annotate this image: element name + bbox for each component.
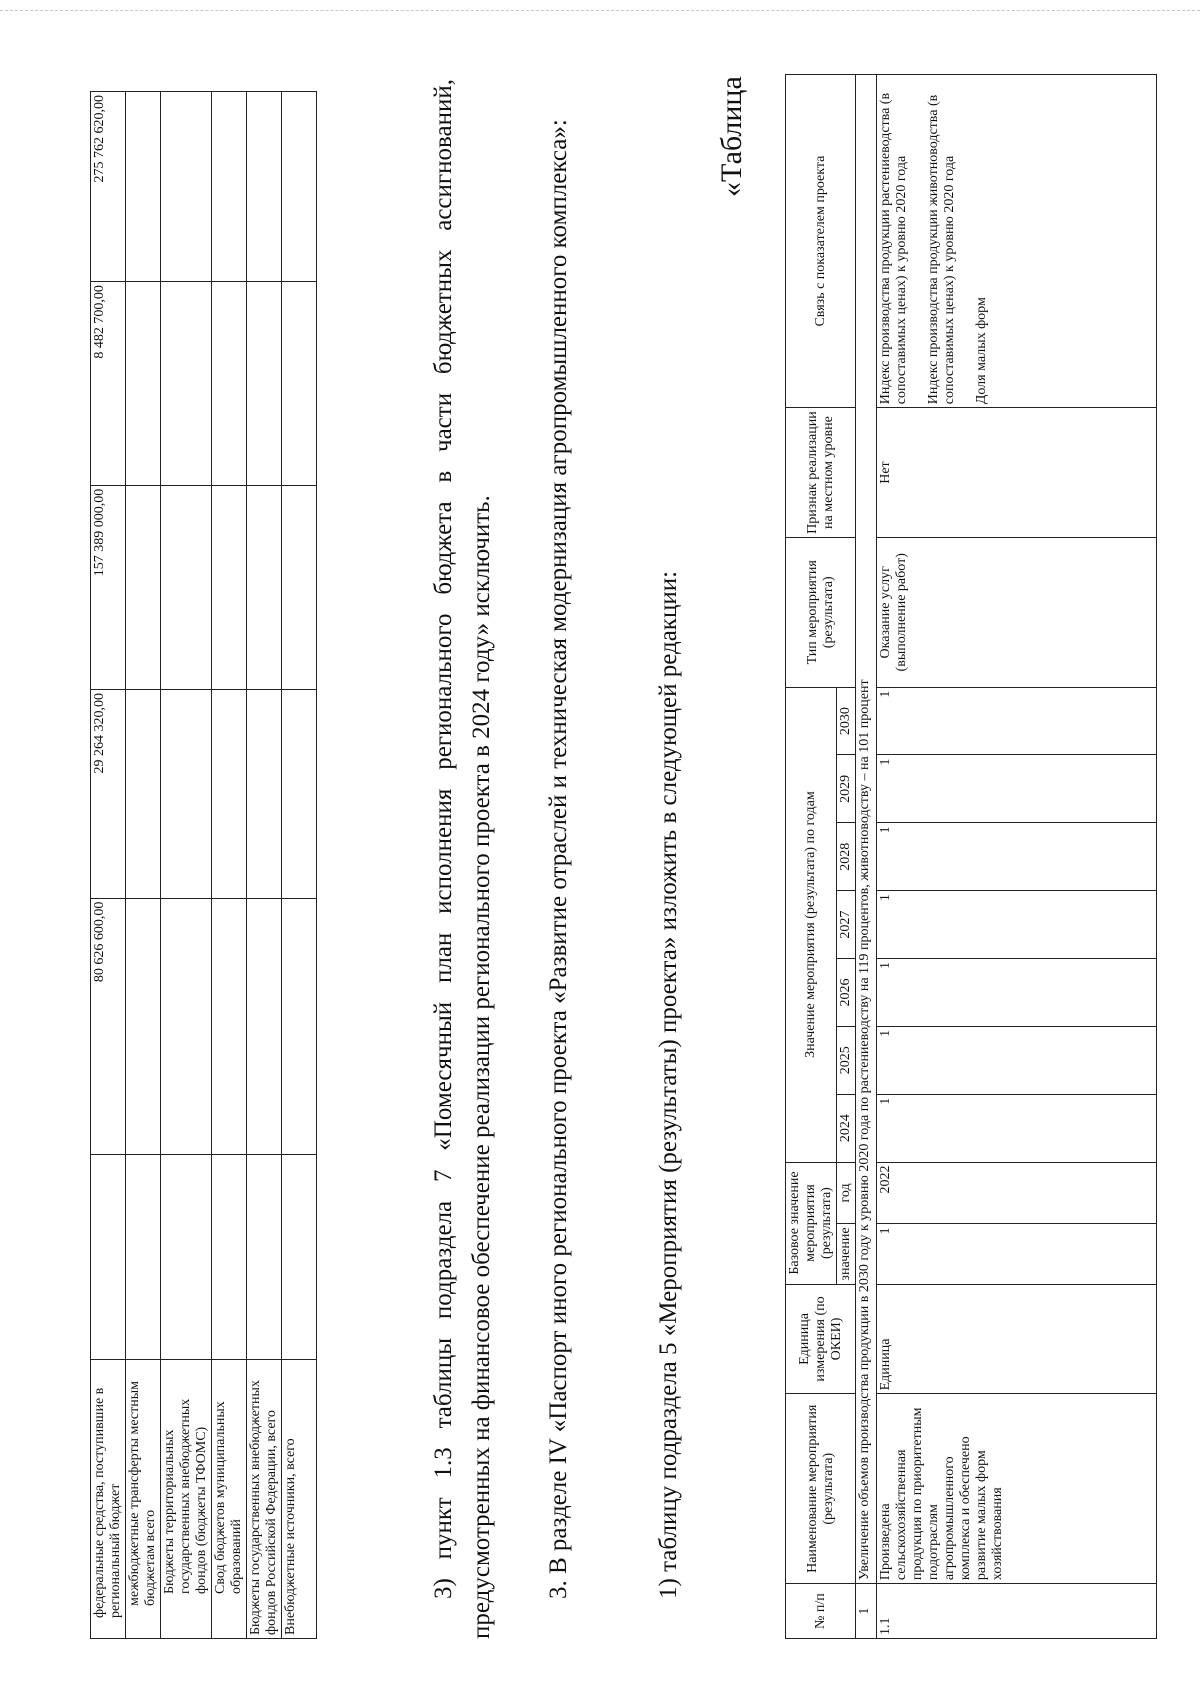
header-year: 2030 (837, 687, 856, 755)
cell: 29 264 320,00 (91, 689, 126, 898)
cell (126, 1154, 161, 1359)
cell: 157 389 000,00 (91, 485, 126, 689)
header-year: 2027 (837, 891, 856, 959)
cell (282, 1154, 317, 1359)
cell (212, 92, 247, 282)
paragraph-section-3 (540, 79, 578, 1639)
cell (212, 689, 247, 898)
top-edge-rule (0, 10, 1200, 11)
row-links (877, 75, 1157, 408)
events-table (785, 74, 1157, 1639)
cell (212, 1154, 247, 1359)
row-label: Бюджеты государственных внебюджетных фондов Российской Федерации, всего (247, 1359, 282, 1638)
cell (126, 282, 161, 486)
paragraph-subitem-1 (650, 79, 688, 1639)
header-values-by-year: Значение мероприятия (результата) по годам (786, 687, 837, 1162)
row-label: Бюджеты территориальных государственных внебюджетных фондов (бюджеты ТФОМС) (161, 1359, 212, 1638)
link-item: Индекс производства продукции животноводства (в сопоставимых ценах) к уровню 2020 года (926, 94, 957, 405)
row-unit: Единица (877, 1284, 1157, 1394)
cell: 8 482 700,00 (91, 282, 126, 486)
cell (212, 898, 247, 1154)
header-link: Связь с показателем проекта (786, 75, 856, 408)
cell (247, 1154, 282, 1359)
cell (161, 282, 212, 486)
link-item: Индекс производства продукции растениеводства (в сопоставимых ценах) к уровню 2020 года (878, 92, 909, 405)
header-year: 2025 (837, 1026, 856, 1094)
cell (212, 485, 247, 689)
header-year: 2026 (837, 959, 856, 1027)
header-year: 2029 (837, 755, 856, 823)
row-year-value: 1 (877, 891, 1157, 959)
paragraph-text: 3) пункт 1.3 таблицы подраздела 7 «Помесячный план исполнения регионального бюджета в части бюджетных ассигнований, предусмотренных на финансовое обеспечение реализации регионального проекта в 2024 году» исключить. (430, 79, 495, 1639)
paragraph-item-3 (425, 79, 501, 1639)
row-year-value: 1 (877, 823, 1157, 891)
header-year: 2024 (837, 1094, 856, 1162)
cell (126, 92, 161, 282)
header-unit: Единица измерения (по ОКЕИ) (786, 1284, 856, 1394)
row-year-value: 1 (877, 959, 1157, 1027)
cell (247, 898, 282, 1154)
paragraph-text: 3. В разделе IV «Паспорт иного регионального проекта «Развитие отраслей и техническая модернизация агропромышленного комплекса»: (545, 119, 572, 1599)
header-local: Признак реализации на местном уровне (786, 408, 856, 538)
row-year-value: 1 (877, 687, 1157, 755)
table-caption: «Таблица (715, 76, 748, 197)
rotated-landscape-page (0, 57, 1200, 1697)
table-row (247, 92, 282, 1639)
row-year-value: 1 (877, 1026, 1157, 1094)
row-num: 1.1 (877, 1584, 1157, 1639)
finance-table (90, 91, 317, 1639)
cell (247, 485, 282, 689)
table-row (126, 92, 161, 1639)
header-base: Базовое значение мероприятия (результата) (786, 1162, 837, 1284)
row-year-value: 1 (877, 755, 1157, 823)
goal-row (856, 75, 877, 1639)
cell (282, 485, 317, 689)
cell (212, 282, 247, 486)
cell (161, 898, 212, 1154)
cell (282, 898, 317, 1154)
row-label: федеральные средства, поступившие в региональный бюджет (91, 1359, 126, 1638)
cell (126, 689, 161, 898)
header-year: 2028 (837, 823, 856, 891)
table-row (877, 75, 1157, 1639)
cell (282, 92, 317, 282)
header-row (786, 75, 837, 1639)
row-base-value: 1 (877, 1224, 1157, 1284)
cell (161, 1154, 212, 1359)
row-base-year: 2022 (877, 1162, 1157, 1224)
cell (282, 689, 317, 898)
cell (247, 689, 282, 898)
cell (126, 485, 161, 689)
row-label: Свод бюджетов муниципальных образований (212, 1359, 247, 1638)
header-base-year: год (837, 1162, 856, 1224)
cell (91, 1154, 126, 1359)
cell: 275 762 620,00 (91, 92, 126, 282)
goal-text: Увеличение объемов производства продукции в 2030 году к уровню 2020 года по растениеводству на 119 процентов, животноводству – на 101 процент (856, 75, 877, 1584)
cell: 80 626 600,00 (91, 898, 126, 1154)
row-type: Оказание услуг (выполнение работ) (877, 537, 1157, 687)
header-name: Наименование мероприятия (результата) (786, 1394, 856, 1584)
cell (282, 282, 317, 486)
row-label: межбюджетные трансферты местным бюджетам всего (126, 1359, 161, 1638)
cell (247, 92, 282, 282)
row-name: Произведена сельскохозяйственная продукция по приоритетным подотраслям агропромышленного комплекса и обеспечено развитие малых форм хозяйствования (877, 1394, 1157, 1584)
table-row (212, 92, 247, 1639)
cell (161, 485, 212, 689)
row-label: Внебюджетные источники, всего (282, 1359, 317, 1638)
paragraph-text: 1) таблицу подраздела 5 «Мероприятия (результаты) проекта» изложить в следующей редакции: (655, 570, 682, 1599)
cell (161, 92, 212, 282)
table-row (282, 92, 317, 1639)
cell (126, 898, 161, 1154)
row-year-value: 1 (877, 1094, 1157, 1162)
goal-num: 1 (856, 1584, 877, 1639)
table-row (91, 92, 126, 1639)
header-base-value: значение (837, 1224, 856, 1284)
table-row (161, 92, 212, 1639)
cell (247, 282, 282, 486)
header-type: Тип мероприятия (результата) (786, 537, 856, 687)
cell (161, 689, 212, 898)
link-item: Доля малых форм (974, 297, 989, 405)
row-local: Нет (877, 408, 1157, 538)
header-num: № п/п (786, 1584, 856, 1639)
